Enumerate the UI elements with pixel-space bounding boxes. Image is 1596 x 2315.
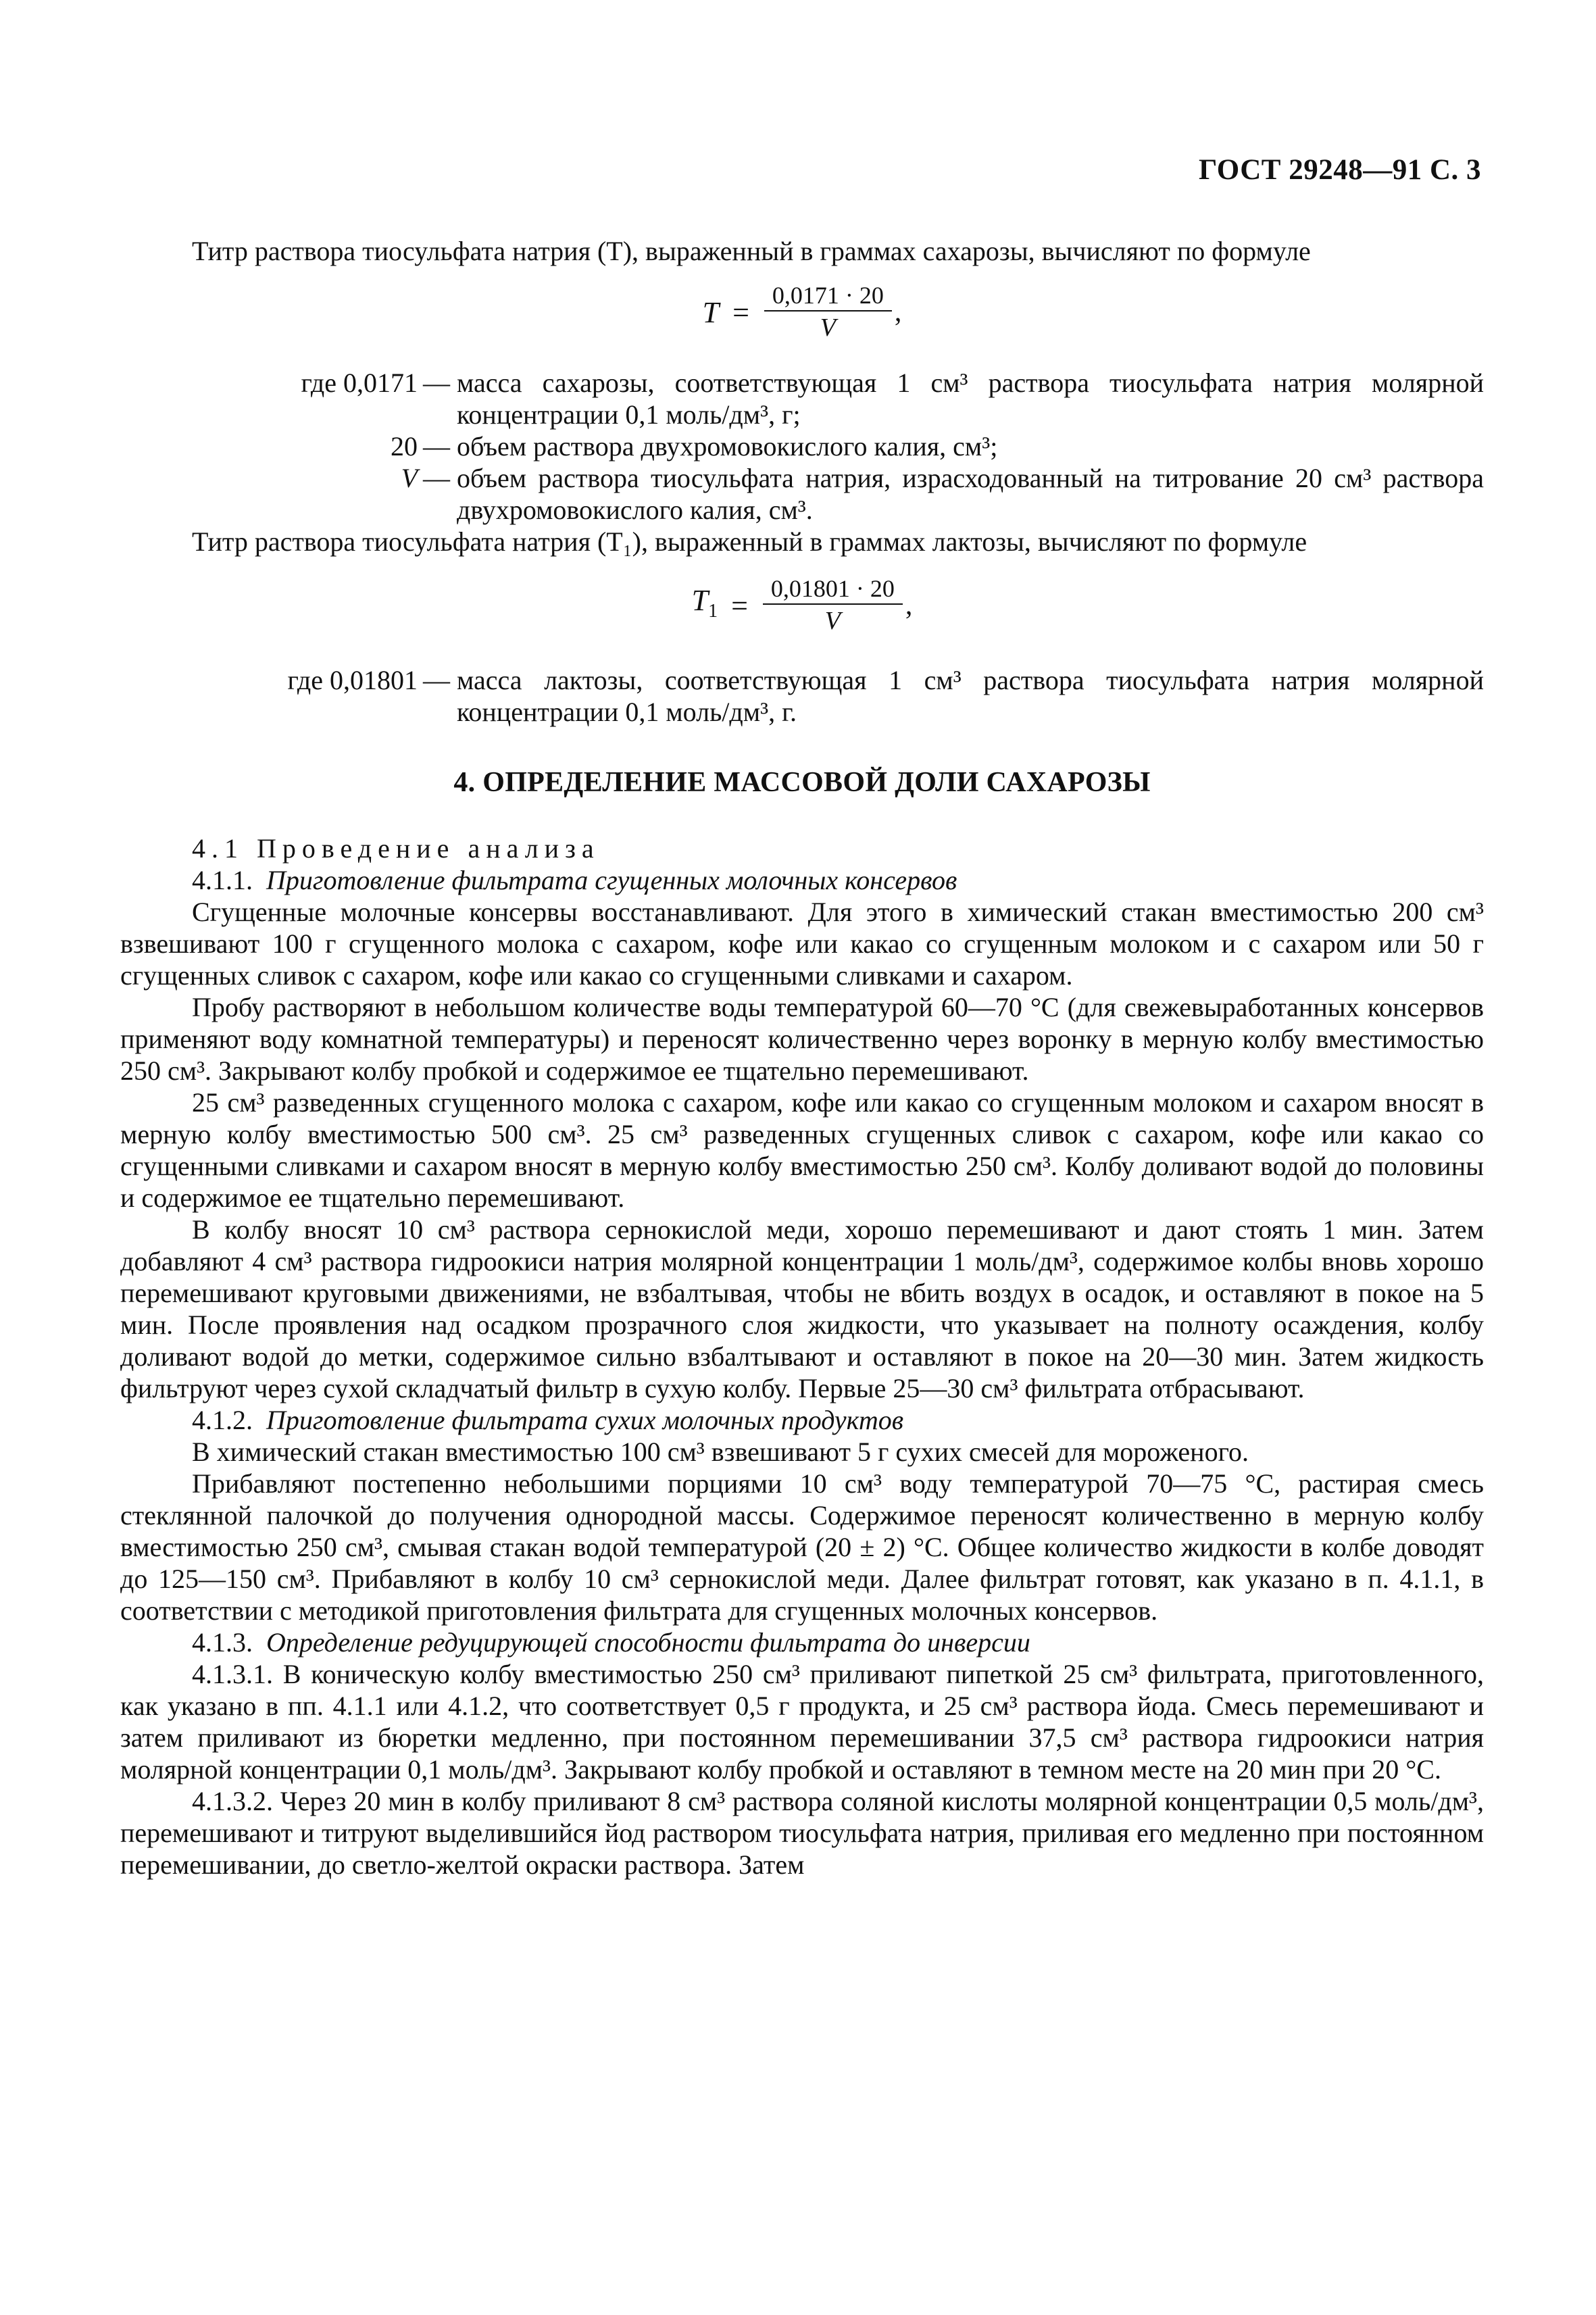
definition-term: V bbox=[401, 463, 418, 493]
paragraph: 4.1.3.1. В коническую колбу вместимостью 250 см³ приливают пипеткой 25 см³ фильтрата, приготовленного, как указано в пп. 4.1.1 или 4.1.2, что соответствует 0,5 г продукта, и 25 см³ раствора йода. Смесь перемешивают и затем приливают из бюретки медленно, при постоянном перемешивании 37,5 см³ раствора гидроокиси натрия молярной концентрации 0,1 моль/дм³. Закрывают колбу пробкой и оставляют в темном месте на 20 мин при 20 °С. bbox=[120, 1659, 1484, 1785]
formula-comma: , bbox=[905, 589, 913, 621]
definition-row: 20 — объем раствора двухромовокислого калия, см³; bbox=[120, 430, 1484, 462]
formula-numerator: 0,01801 · 20 bbox=[763, 574, 903, 605]
definition-term: где 0,01801 bbox=[287, 665, 418, 695]
definition-text: объем раствора тиосульфата натрия, израсходованный на титрование 20 см³ раствора двухромовокислого калия, см³. bbox=[457, 463, 1484, 525]
definition-row: где 0,01801 — масса лактозы, соответствующая 1 см³ раствора тиосульфата натрия молярной концентрации 0,1 моль/дм³, г. bbox=[120, 664, 1484, 728]
section-title: 4. ОПРЕДЕЛЕНИЕ МАССОВОЙ ДОЛИ САХАРОЗЫ bbox=[453, 767, 1151, 798]
document-body bbox=[120, 235, 1484, 1881]
paragraph: В химический стакан вместимостью 100 см³ взвешивают 5 г сухих смесей для мороженого. bbox=[192, 1437, 1249, 1467]
formula-equals: = bbox=[731, 589, 748, 622]
formula-equals: = bbox=[732, 295, 749, 329]
paragraph-titr-lactose: Титр раствора тиосульфата натрия (T₁), выраженный в граммах лактозы, вычисляют по формуле bbox=[192, 526, 1307, 557]
paragraph: Прибавляют постепенно небольшими порциями 10 см³ воду температурой 70—75 °С, растирая смесь стеклянной палочкой до получения однородной массы. Содержимое переносят количественно в мерную колбу вместимостью 250 см³, смывая стакан водой температурой (20 ± 2) °С. Общее количество жидкости в колбе доводят до 125—150 см³. Прибавляют в колбу 10 см³ сернокислой меди. Далее фильтрат готовят, как указано в п. 4.1.1, в соответствии с методикой приготовления фильтрата для сгущенных молочных консервов. bbox=[120, 1468, 1484, 1626]
paragraph-titr-sucrose: Титр раствора тиосульфата натрия (T), выраженный в граммах сахарозы, вычисляют по формуле bbox=[192, 236, 1311, 266]
formula-fraction bbox=[763, 574, 903, 637]
definition-term: где 0,0171 bbox=[301, 368, 418, 398]
subsection-heading: 4.1.2. Приготовление фильтрата сухих молочных продуктов bbox=[192, 1405, 904, 1435]
formula-numerator: 0,0171 · 20 bbox=[764, 280, 892, 312]
paragraph: В колбу вносят 10 см³ раствора сернокислой меди, хорошо перемешивают и дают стоять 1 мин. Затем добавляют 4 см³ раствора гидроокиси натрия молярной концентрации 1 моль/дм³, содержимое колбы вновь хорошо перемешивают круговыми движениями, не взбалтывая, чтобы не вбить воздух в осадок, и оставляют в покое на 5 мин. После проявления над осадком прозрачного слоя жидкости, что указывает на полноту осаждения, колбу доливают водой до метки, содержимое сильно взбалтывают и оставляют в покое на 20—30 мин. Затем жидкость фильтруют через сухой складчатый фильтр в сухую колбу. Первые 25—30 см³ фильтрата отбрасывают. bbox=[120, 1214, 1484, 1403]
subsection-heading: 4.1 Проведение анализа bbox=[192, 833, 600, 864]
formula-fraction bbox=[764, 280, 892, 344]
paragraph: 25 см³ разведенных сгущенного молока с сахаром, кофе или какао со сгущенным молоком и сахаром вносят в мерную колбу вместимостью 500 см³. 25 см³ разведенных сгущенных сливок с сахаром, кофе или какао со сгущенными сливками и сахаром вносят в мерную колбу вместимостью 250 см³. Колбу доливают водой до половины и содержимое ее тщательно перемешивают. bbox=[120, 1087, 1484, 1213]
definitions-lactose bbox=[120, 664, 1484, 728]
formula-comma: , bbox=[894, 296, 902, 328]
page-header: ГОСТ 29248—91 С. 3 bbox=[1198, 154, 1481, 186]
formula-denominator: V bbox=[820, 314, 837, 342]
paragraph: 4.1.3.2. Через 20 мин в колбу приливают 8 см³ раствора соляной кислоты молярной концентрации 0,5 моль/дм³, перемешивают и титруют выделившийся йод раствором тиосульфата натрия, приливая его медленно при постоянном перемешивании, до светло-желтой окраски раствора. Затем bbox=[120, 1786, 1484, 1880]
definition-text: объем раствора двухромовокислого калия, см³; bbox=[457, 431, 998, 462]
formula-lhs: T bbox=[702, 295, 720, 329]
subsection-heading: 4.1.3. Определение редуцирующей способности фильтрата до инверсии bbox=[192, 1627, 1030, 1658]
formula-lactose bbox=[120, 570, 1484, 649]
formula-lhs: $T_1$ bbox=[691, 583, 718, 622]
definition-text: масса лактозы, соответствующая 1 см³ раствора тиосульфата натрия молярной концентрации 0,1 моль/дм³, г. bbox=[457, 665, 1484, 727]
definitions-sucrose bbox=[120, 367, 1484, 526]
definition-row: где 0,0171 — масса сахарозы, соответствующая 1 см³ раствора тиосульфата натрия молярной концентрации 0,1 моль/дм³, г; bbox=[120, 367, 1484, 430]
paragraph: Пробу растворяют в небольшом количестве воды температурой 60—70 °С (для свежевыработанных консервов применяют воду комнатной температуры) и переносят количественно через воронку в мерную колбу вместимостью 250 см³. Закрывают колбу пробкой и содержимое ее тщательно перемешивают. bbox=[120, 992, 1484, 1086]
definition-text: масса сахарозы, соответствующая 1 см³ раствора тиосульфата натрия молярной концентрации 0,1 моль/дм³, г; bbox=[457, 368, 1484, 430]
formula-sucrose bbox=[120, 276, 1484, 356]
subsection-heading: 4.1.1. Приготовление фильтрата сгущенных молочных консервов bbox=[192, 865, 957, 895]
formula-denominator: V bbox=[824, 607, 841, 635]
paragraph: Сгущенные молочные консервы восстанавливают. Для этого в химический стакан вместимостью 200 см³ взвешивают 100 г сгущенного молока с сахаром, кофе или какао со сгущенным молоком и с сахаром или 50 г сгущенных сливок с сахаром, кофе или какао со сгущенными сливками и сахаром. bbox=[120, 897, 1484, 991]
definition-term: 20 bbox=[391, 431, 418, 462]
definition-row: V — объем раствора тиосульфата натрия, израсходованный на титрование 20 см³ раствора двухромовокислого калия, см³. bbox=[120, 462, 1484, 526]
